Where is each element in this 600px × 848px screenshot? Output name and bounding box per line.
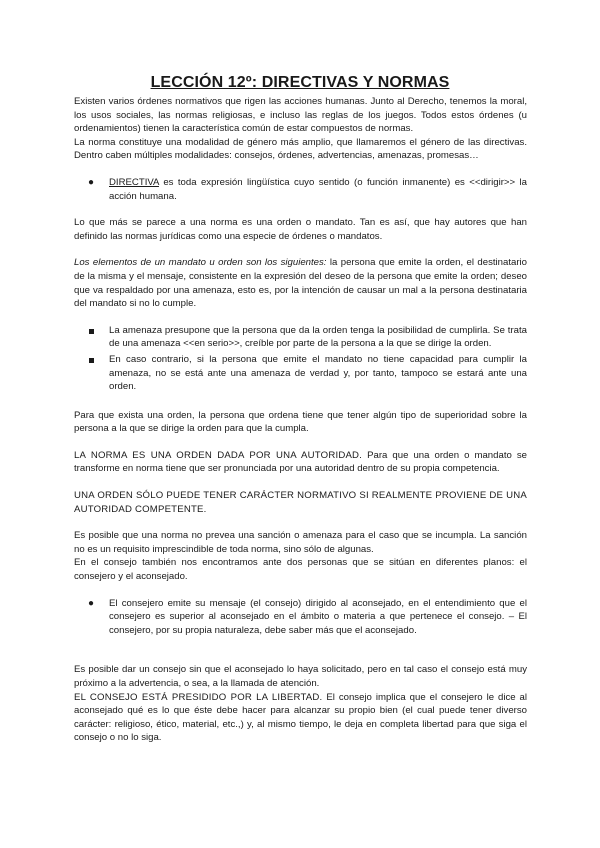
mandate-elements-heading: Los elementos de un mandato u orden son los siguientes: <box>74 257 327 269</box>
threat-item-text: La amenaza presupone que la persona que da la orden tenga la posibilidad de cumplirla. Se trata de una amenaza <<en serio>>, creíble por parte de la persona a la que se dirige la orden. <box>109 324 527 350</box>
paragraph-order-mandate: Lo que más se parece a una norma es una orden o mandato. Tan es así, que hay autores que han definido las normas jurídicas como una especie de órdenes o mandatos. <box>74 217 527 242</box>
paragraph-normative-orders: Existen varios órdenes normativos que rigen las acciones humanas. Junto al Derecho, tenemos la moral, los usos sociales, las normas religiosas, e incluso las reglas de los juegos. Todos estos órdenes (u ordenamientos) tienen la característica común de estar compuestos de normas. <box>74 96 527 135</box>
paragraph-superiority: Para que exista una orden, la persona que ordena tiene que tener algún tipo de superioridad sobre la persona a la que se dirige la orden para que la cumpla. <box>74 409 527 435</box>
directiva-list <box>74 176 527 203</box>
paragraph-norm-authority <box>74 449 527 476</box>
directiva-term: DIRECTIVA <box>109 176 159 188</box>
paragraph-advice-persons: En el consejo también nos encontramos ante dos personas que se sitúan en diferentes planos: el consejero y el aconsejado. <box>74 557 527 583</box>
advisor-list <box>74 597 527 638</box>
square-bullet-icon <box>89 358 94 363</box>
directiva-definition: es toda expresión lingüística cuyo sentido (o función inmanente) es <<dirigir>> la acción humana. <box>109 176 527 202</box>
norm-authority-text: Para que una orden o mandato se transforme en norma tiene que ser pronunciada por una autoridad dentro de su propia competencia. <box>74 449 527 475</box>
paragraph-sanction: Es posible que una norma no prevea una sanción o amenaza para el caso que se incumpla. La sanción no es un requisito imprescindible de toda norma, sino sólo de algunas. <box>74 530 527 555</box>
advice-freedom-statement: EL CONSEJO ESTÁ PRESIDIDO POR LA LIBERTAD. <box>74 691 323 703</box>
threat-item-text: En caso contrario, si la persona que emite el mandato no tiene capacidad para cumplir la amenaza, no se está ante una amenaza de verdad y, por tanto, tampoco se estará ante una orden. <box>109 353 527 393</box>
square-bullet-icon <box>89 329 94 334</box>
threat-list <box>74 324 527 394</box>
list-item <box>74 324 527 351</box>
paragraph-unsolicited-advice: Es posible dar un consejo sin que el aconsejado lo haya solicitado, pero en tal caso el consejo está muy próximo a la advertencia, o sea, a la llamada de atención. <box>74 664 527 689</box>
paragraph-advice-freedom <box>74 691 527 745</box>
list-item <box>74 597 527 638</box>
advisor-item-text: El consejero emite su mensaje (el consejo) dirigido al aconsejado, en el entendimiento que el consejero es superior al aconsejado en el ámbito o materia a que pertenece el consejo. – El consejero, por su propia naturaleza, debe saber más que el aconsejado. <box>109 597 527 636</box>
paragraph-norm-genre: La norma constituye una modalidad de género más amplio, que llamaremos el género de las directivas. Dentro caben múltiples modalidades: consejos, órdenes, advertencias, amenazas, promesas… <box>74 136 527 162</box>
mandate-elements-text: la persona que emite la orden, el destinatario de la misma y el mensaje, consistente en la expresión del deseo de la persona que emite la orden; deseo que va respaldado por una amenaza, esto es, por la intención de causar un mal a la persona destinataria del mandato si no lo cumple. <box>74 257 527 310</box>
paragraph-competent-authority: UNA ORDEN SÓLO PUEDE TENER CARÁCTER NORMATIVO SI REALMENTE PROVIENE DE UNA AUTORIDAD COMPETENTE. <box>74 490 527 515</box>
bullet-icon: ● <box>88 597 95 609</box>
lesson-title: LECCIÓN 12º: DIRECTIVAS Y NORMAS <box>150 74 450 91</box>
list-item <box>74 176 527 203</box>
norm-authority-statement: LA NORMA ES UNA ORDEN DADA POR UNA AUTORIDAD. <box>74 449 363 461</box>
document-body <box>74 95 527 745</box>
list-item <box>74 353 527 394</box>
bullet-icon: ● <box>88 176 95 188</box>
advice-freedom-text: El consejo implica que el consejero le dice al aconsejado qué es lo que éste debe hacer para alcanzar su propio bien (el cual puede tener diverso carácter: religioso, ético, material, etc.,) y, al mismo tiempo, le deja en completa libertad para que siga el consejo o no lo siga. <box>74 691 528 744</box>
paragraph-mandate-elements <box>74 256 527 310</box>
